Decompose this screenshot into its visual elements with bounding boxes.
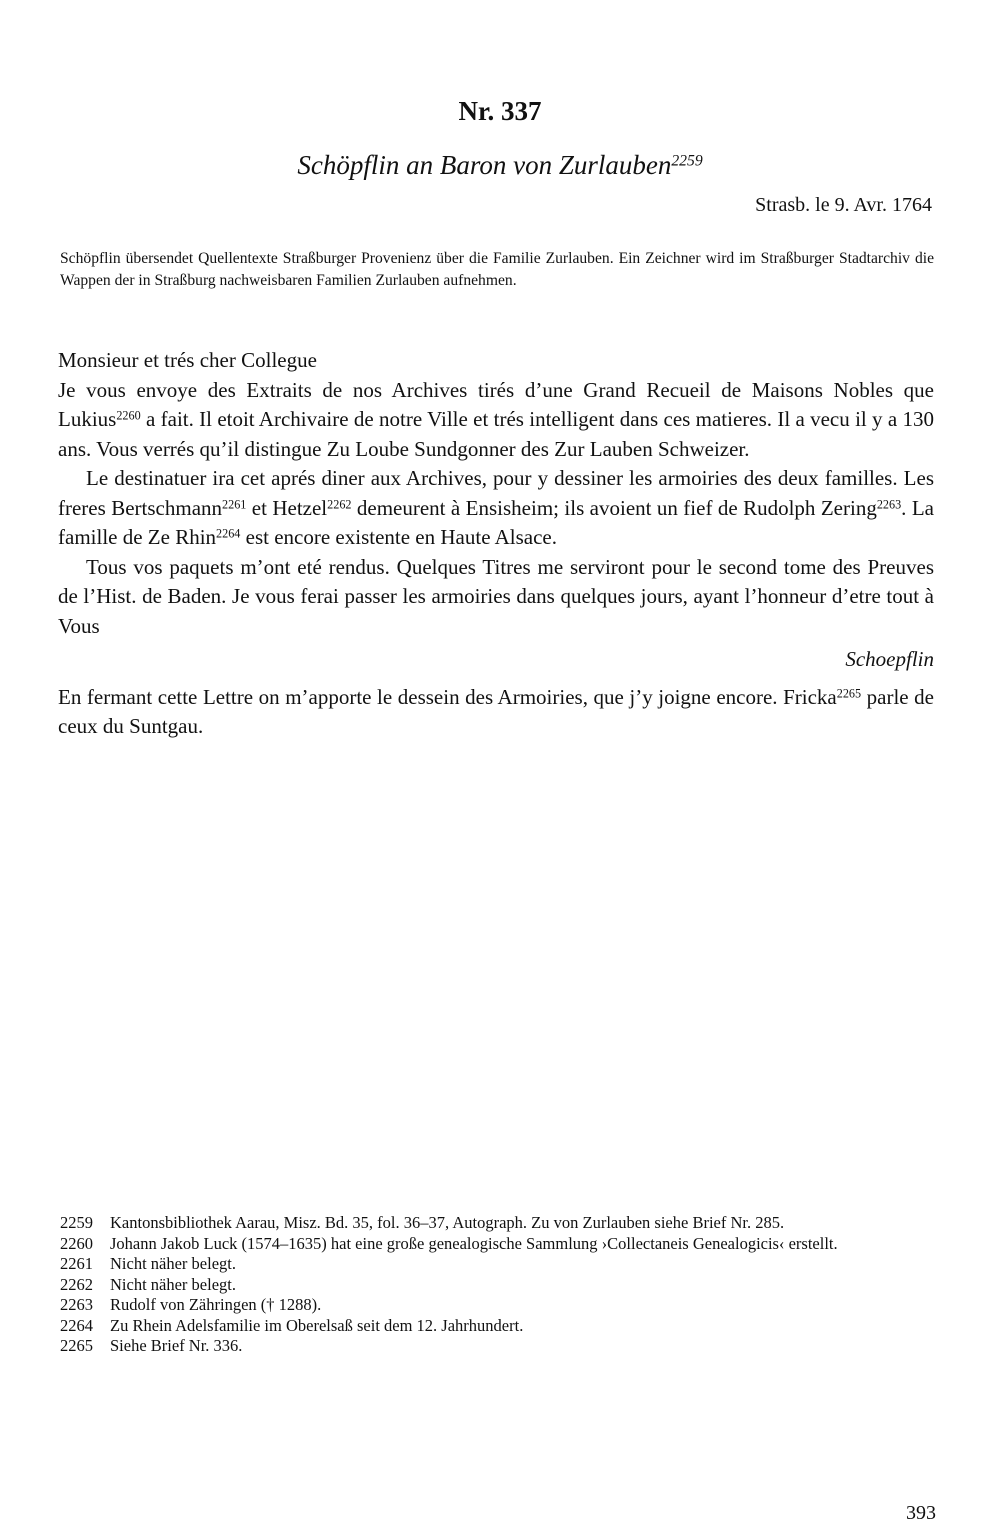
footnote-item <box>60 1254 936 1275</box>
footnote-text: Johann Jakob Luck (1574–1635) hat eine große genealogische Sammlung ›Collectaneis Genealogicis‹ erstellt. <box>110 1233 838 1253</box>
footnote-item <box>60 1275 936 1296</box>
footnote-number: 2263 <box>60 1295 93 1314</box>
footnote-ref-2265[interactable]: 2265 <box>836 685 862 700</box>
letter-paragraph-3: Tous vos paquets m’ont eté rendus. Quelques Titres me serviront pour le second tome des Preuves de l’Hist. de Baden. Je vous ferai passer les armoiries dans quelques jours, ayant l’honneur d’etre tout à Vous <box>58 554 934 638</box>
footnote-text: Zu Rhein Adelsfamilie im Oberelsaß seit dem 12. Jahrhundert. <box>110 1315 524 1335</box>
text-span: a fait. Il etoit Archivaire de notre Ville et trés intelligent dans ces matieres. Il a vecu il y a 130 ans. Vous verrés qu’il distingue Zu Loube Sundgonner des Zur Lauben Schweizer. <box>58 407 934 461</box>
footnotes <box>60 1213 936 1357</box>
footnote-number: 2265 <box>60 1336 93 1355</box>
text-span: est encore existente en Haute Alsace. <box>240 525 558 549</box>
text-span: En fermant cette Lettre on m’apporte le dessein des Armoiries, que j’y joigne encore. Fricka <box>58 684 837 709</box>
footnote-ref-2261[interactable]: 2261 <box>222 496 247 511</box>
letter-title-text: Schöpflin an Baron von Zurlauben <box>297 150 672 180</box>
salutation: Monsieur et trés cher Collegue <box>58 348 317 372</box>
footnote-item <box>60 1295 936 1316</box>
signature: Schoepflin <box>845 647 934 671</box>
footnote-text: Nicht näher belegt. <box>110 1254 236 1273</box>
text-span: demeurent à Ensisheim; ils avoient un fief de Rudolph Zering <box>351 495 877 520</box>
letter-title <box>0 150 1000 181</box>
footnote-ref-2260[interactable]: 2260 <box>116 408 141 423</box>
footnote-item <box>60 1336 936 1357</box>
footnote-ref-2264[interactable]: 2264 <box>216 526 241 541</box>
text-span: Le destinatuer ira cet aprés diner aux Archives, pour y dessiner les armoiries des deux familles. Les freres Bertschmann <box>58 466 934 520</box>
text-span: et Hetzel <box>246 495 328 520</box>
footnote-number: 2260 <box>60 1233 93 1253</box>
footnote-number: 2261 <box>60 1254 93 1273</box>
letter-number: Nr. 337 <box>458 96 542 126</box>
letter-summary: Schöpflin übersendet Quellentexte Straßburger Provenienz über die Familie Zurlauben. Ein Zeichner wird im Straßburger Stadtarchiv die Wappen der in Straßburg nachweisbaren Familien Zurlauben aufnehmen. <box>60 250 934 289</box>
footnote-text: Rudolf von Zähringen († 1288). <box>110 1295 322 1314</box>
footnote-text: Kantonsbibliothek Aarau, Misz. Bd. 35, fol. 36–37, Autograph. Zu von Zurlauben siehe Brief Nr. 285. <box>110 1213 785 1232</box>
footnote-item <box>60 1316 936 1337</box>
footnote-ref-2263[interactable]: 2263 <box>876 496 902 511</box>
footnote-number: 2264 <box>60 1315 93 1335</box>
footnote-item <box>60 1213 936 1234</box>
text-span: . La famille de Ze Rhin <box>58 495 934 549</box>
postscript <box>58 683 934 742</box>
footnote-item <box>60 1234 936 1255</box>
footnote-number: 2259 <box>60 1213 93 1232</box>
letter-date: Strasb. le 9. Avr. 1764 <box>755 194 932 216</box>
letter-body <box>58 346 934 742</box>
page-number: 393 <box>906 1502 936 1524</box>
footnote-ref-2262[interactable]: 2262 <box>327 496 352 511</box>
text-span: Je vous envoye des Extraits de nos Archives tirés d’une Grand Recueil de Maisons Nobles que Lukius <box>58 377 934 431</box>
letter-paragraph-1 <box>58 376 934 465</box>
footnote-text: Nicht näher belegt. <box>110 1274 236 1294</box>
footnote-text: Siehe Brief Nr. 336. <box>110 1336 243 1355</box>
footnote-number: 2262 <box>60 1274 93 1294</box>
footnote-ref-2259[interactable]: 2259 <box>671 152 703 170</box>
text-span: parle de ceux du Suntgau. <box>58 684 934 738</box>
letter-paragraph-2 <box>58 464 934 553</box>
